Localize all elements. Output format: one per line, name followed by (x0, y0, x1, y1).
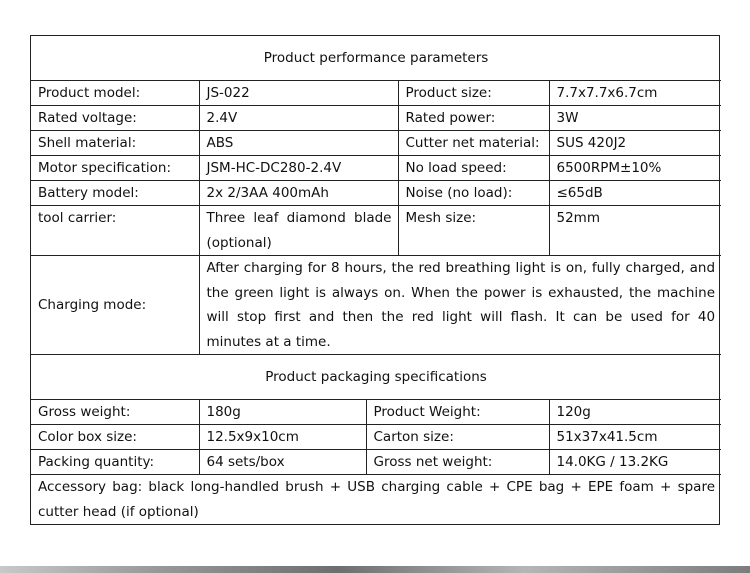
label-packing-quantity: Packing quantity: (31, 450, 199, 475)
label-gross-weight: Gross weight: (31, 400, 199, 425)
bottom-shadow-strip (0, 566, 750, 573)
table-row (31, 181, 721, 206)
value-rated-voltage: 2.4V (199, 106, 398, 131)
label-color-box-size: Color box size: (31, 425, 199, 450)
accessory-bag: Accessory bag: black long-handled brush + USB charging cable + CPE bag + EPE foam + spare cutter head (if optional) (31, 475, 721, 525)
value-shell-material: ABS (199, 131, 398, 156)
performance-title: Product performance parameters (31, 36, 721, 81)
value-gross-net-weight: 14.0KG / 13.2KG (549, 450, 721, 475)
table-row (31, 475, 721, 525)
table-row (31, 131, 721, 156)
table-row (31, 256, 721, 355)
label-gross-net-weight: Gross net weight: (366, 450, 549, 475)
label-motor-specification: Motor specification: (31, 156, 199, 181)
value-product-size: 7.7x7.7x6.7cm (549, 81, 721, 106)
label-product-model: Product model: (31, 81, 199, 106)
value-motor-specification: JSM-HC-DC280-2.4V (199, 156, 398, 181)
value-tool-carrier: Three leaf diamond blade (optional) (199, 206, 398, 256)
table-row (31, 450, 721, 475)
label-rated-voltage: Rated voltage: (31, 106, 199, 131)
label-product-size: Product size: (398, 81, 549, 106)
value-charging-mode: After charging for 8 hours, the red breathing light is on, fully charged, and the green light is always on. When the power is exhausted, the machine will stop first and then the red light will flash. It can be used for 40 minutes at a time. (199, 256, 721, 355)
value-color-box-size: 12.5x9x10cm (199, 425, 366, 450)
label-no-load-speed: No load speed: (398, 156, 549, 181)
label-battery-model: Battery model: (31, 181, 199, 206)
label-carton-size: Carton size: (366, 425, 549, 450)
table-row (31, 81, 721, 106)
table-row (31, 106, 721, 131)
packaging-title: Product packaging specifications (31, 355, 721, 400)
table-row (31, 425, 721, 450)
label-product-weight: Product Weight: (366, 400, 549, 425)
spec-sheet (30, 35, 720, 525)
value-packing-quantity: 64 sets/box (199, 450, 366, 475)
value-product-model: JS-022 (199, 81, 398, 106)
label-mesh-size: Mesh size: (398, 206, 549, 256)
value-cutter-net-material: SUS 420J2 (549, 131, 721, 156)
table-row (31, 206, 721, 256)
table-row (31, 156, 721, 181)
label-noise: Noise (no load): (398, 181, 549, 206)
value-battery-model: 2x 2/3AA 400mAh (199, 181, 398, 206)
table-row (31, 400, 721, 425)
label-rated-power: Rated power: (398, 106, 549, 131)
value-carton-size: 51x37x41.5cm (549, 425, 721, 450)
label-shell-material: Shell material: (31, 131, 199, 156)
value-no-load-speed: 6500RPM±10% (549, 156, 721, 181)
label-tool-carrier: tool carrier: (31, 206, 199, 256)
value-mesh-size: 52mm (549, 206, 721, 256)
label-cutter-net-material: Cutter net material: (398, 131, 549, 156)
value-noise: ≤65dB (549, 181, 721, 206)
value-rated-power: 3W (549, 106, 721, 131)
performance-table (31, 36, 721, 355)
value-gross-weight: 180g (199, 400, 366, 425)
packaging-table (31, 355, 721, 524)
value-product-weight: 120g (549, 400, 721, 425)
label-charging-mode: Charging mode: (31, 256, 199, 355)
